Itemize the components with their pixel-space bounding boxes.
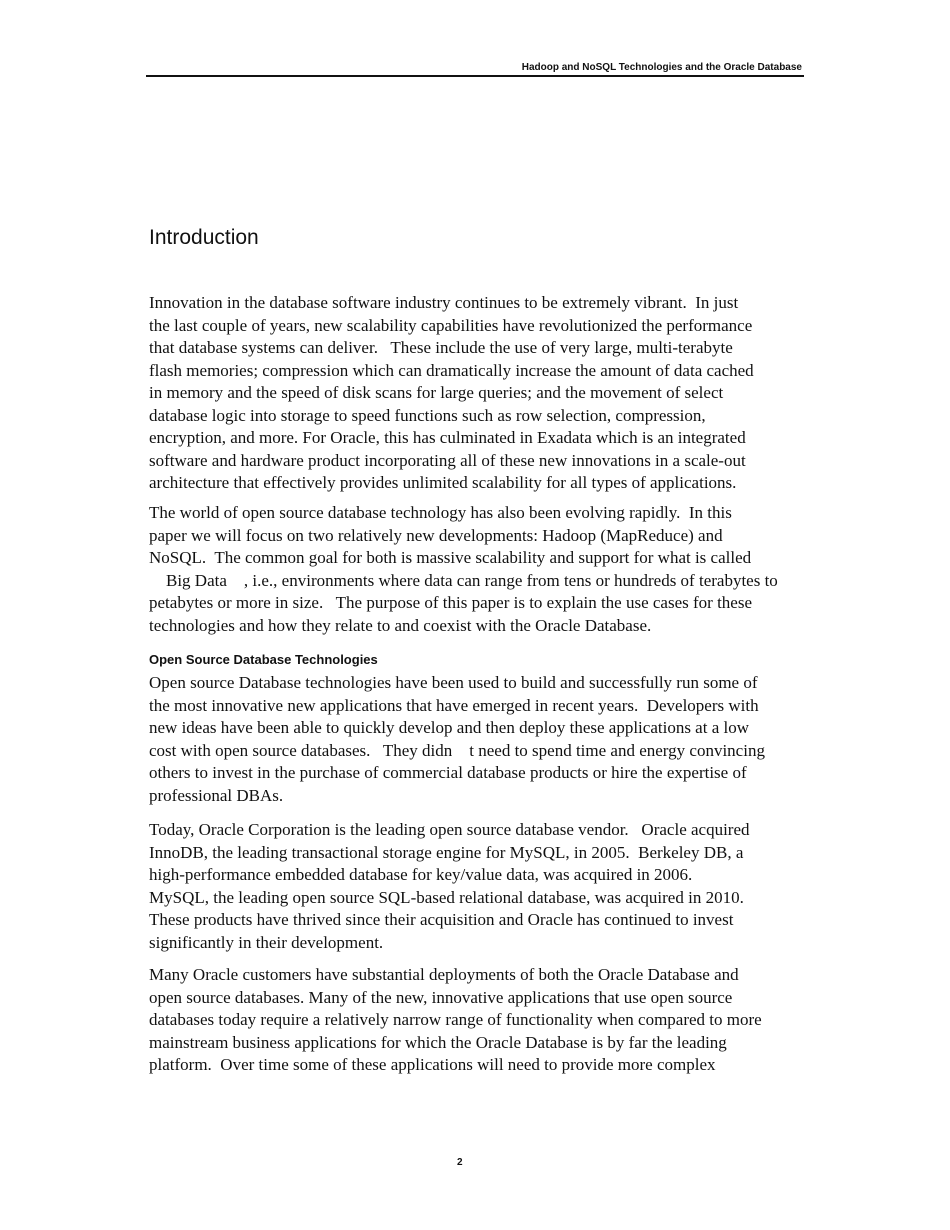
text-line: encryption, and more. For Oracle, this has culminated in Exadata which is an integrated <box>149 428 746 447</box>
text-line: flash memories; compression which can dramatically increase the amount of data cached <box>149 360 754 380</box>
header-rule <box>146 75 804 77</box>
text-line: software and hardware product incorporating all of these new innovations in a scale-out <box>149 450 746 470</box>
paragraph <box>149 964 762 1077</box>
text-line: the most innovative new applications that have emerged in recent years. Developers with <box>149 695 759 715</box>
text-line: MySQL, the leading open source SQL-based relational database, was acquired in 2010. <box>149 887 744 907</box>
text-line: that database systems can deliver. These include the use of very large, multi-terabyte <box>149 338 733 357</box>
text-line: cost with open source databases. They didn t need to spend time and energy convincing <box>149 740 765 760</box>
section-heading: Introduction <box>149 226 259 249</box>
text-line: significantly in their development. <box>149 932 384 952</box>
text-line: NoSQL. The common goal for both is massive scalability and support for what is called <box>149 548 752 567</box>
text-line: Big Data , i.e., environments where data can range from tens or hundreds of terabytes to <box>149 570 778 590</box>
text-line: new ideas have been able to quickly develop and then deploy these applications at a low <box>149 718 749 737</box>
text-line: databases today require a relatively narrow range of functionality when compared to more <box>149 1010 762 1029</box>
text-line: paper we will focus on two relatively new developments: Hadoop (MapReduce) and <box>149 525 723 545</box>
paragraph <box>149 502 778 637</box>
text-line: professional DBAs. <box>149 785 284 805</box>
page-number: 2 <box>457 1157 463 1168</box>
text-line: Innovation in the database software industry continues to be extremely vibrant. In just <box>149 293 739 312</box>
text-line: Open source Database technologies have been used to build and successfully run some of <box>149 673 758 692</box>
text-line: Today, Oracle Corporation is the leading open source database vendor. Oracle acquired <box>149 820 750 839</box>
subsection-heading: Open Source Database Technologies <box>149 652 378 667</box>
text-line: database logic into storage to speed functions such as row selection, compression, <box>149 405 706 425</box>
text-line: These products have thrived since their acquisition and Oracle has continued to invest <box>149 910 734 929</box>
text-line: InnoDB, the leading transactional storage engine for MySQL, in 2005. Berkeley DB, a <box>149 842 744 862</box>
text-line: in memory and the speed of disk scans for large queries; and the movement of select <box>149 383 724 402</box>
text-line: The world of open source database technology has also been evolving rapidly. In this <box>149 503 732 522</box>
paragraph <box>149 672 765 807</box>
text-line: architecture that effectively provides unlimited scalability for all types of applications. <box>149 473 737 492</box>
running-header: Hadoop and NoSQL Technologies and the Oracle Database <box>521 62 802 73</box>
text-line: open source databases. Many of the new, innovative applications that use open source <box>149 987 733 1007</box>
paragraph <box>149 819 750 954</box>
text-line: high-performance embedded database for key/value data, was acquired in 2006. <box>149 865 693 884</box>
text-line: mainstream business applications for which the Oracle Database is by far the leading <box>149 1032 727 1052</box>
text-line: others to invest in the purchase of commercial database products or hire the expertise of <box>149 763 747 782</box>
text-line: the last couple of years, new scalability capabilities have revolutionized the performance <box>149 315 753 335</box>
text-line: technologies and how they relate to and coexist with the Oracle Database. <box>149 615 652 635</box>
text-line: platform. Over time some of these applications will need to provide more complex <box>149 1055 716 1074</box>
text-line: Many Oracle customers have substantial deployments of both the Oracle Database and <box>149 965 739 984</box>
text-line: petabytes or more in size. The purpose of this paper is to explain the use cases for these <box>149 593 753 612</box>
paragraph <box>149 292 754 495</box>
